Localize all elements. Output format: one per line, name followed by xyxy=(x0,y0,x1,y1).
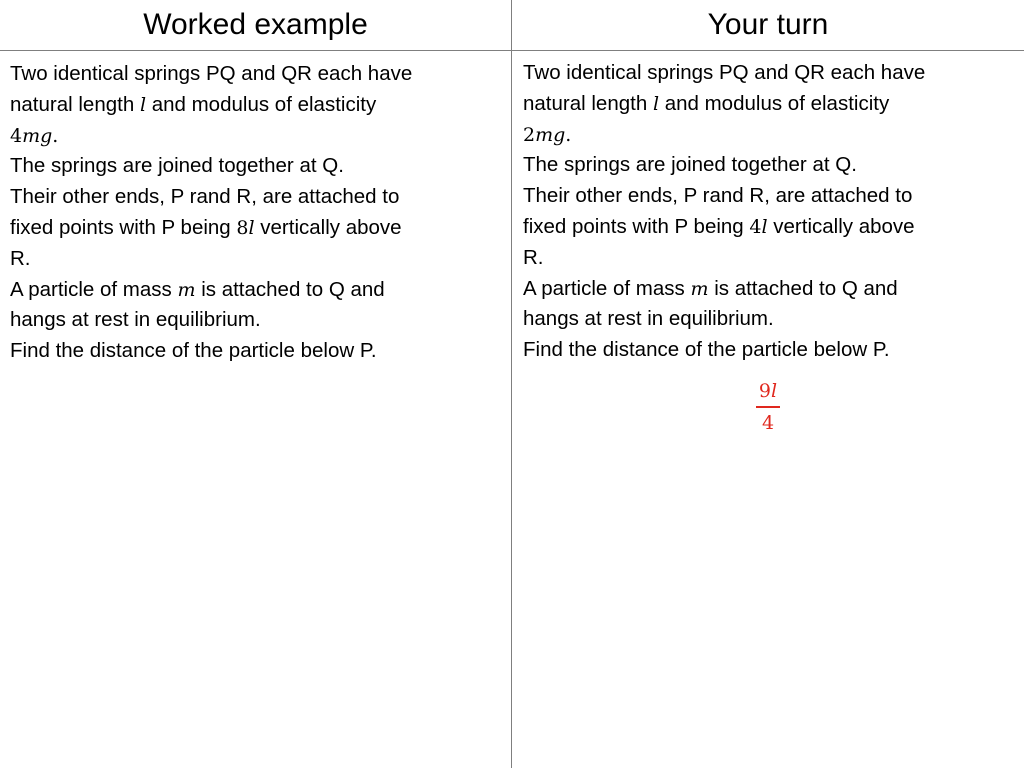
question-text: natural length xyxy=(523,91,653,115)
question-text: vertically above xyxy=(767,214,915,238)
math-number: 9 xyxy=(758,380,771,402)
question-text: Find the distance of the particle below P. xyxy=(523,338,890,362)
question-text: Find the distance of the particle below P. xyxy=(10,339,377,363)
column-divider xyxy=(511,0,512,768)
math-variable: l xyxy=(761,215,768,238)
question-line xyxy=(10,151,506,182)
question-line xyxy=(10,90,506,121)
math-number: 8 xyxy=(236,216,249,239)
question-text: fixed points with P being xyxy=(523,214,750,238)
question-line xyxy=(10,275,506,306)
question-text: R. xyxy=(523,245,544,269)
question-text: and modulus of elasticity xyxy=(146,92,377,116)
question-line xyxy=(523,120,1019,151)
math-number: 4 xyxy=(749,215,762,238)
question-line xyxy=(523,335,1019,366)
answer-fraction xyxy=(744,378,792,435)
question-line xyxy=(523,243,1019,274)
question-text: natural length xyxy=(10,92,140,116)
question-line xyxy=(10,244,506,275)
question-text: A particle of mass xyxy=(10,277,178,301)
question-text: A particle of mass xyxy=(523,276,691,300)
your-turn-heading: Your turn xyxy=(707,8,829,41)
question-text: hangs at rest in equilibrium. xyxy=(10,308,261,332)
question-line xyxy=(523,212,1019,243)
question-line xyxy=(523,150,1019,181)
answer-numerator xyxy=(744,378,792,404)
fraction-bar xyxy=(756,406,780,408)
math-variable: l xyxy=(139,93,147,116)
header-divider xyxy=(0,50,1024,51)
question-line xyxy=(10,121,506,152)
question-text: and modulus of elasticity xyxy=(659,91,890,115)
question-text: fixed points with P being xyxy=(10,215,237,239)
math-variable: mg xyxy=(22,124,53,147)
math-punctuation: . xyxy=(52,124,59,147)
question-line xyxy=(523,58,1019,89)
worked-example-question xyxy=(10,59,506,367)
question-text: Two identical springs PQ and QR each have xyxy=(10,62,413,85)
question-text: Two identical springs PQ and QR each have xyxy=(523,61,926,84)
question-text: The springs are joined together at Q. xyxy=(10,154,344,178)
question-line xyxy=(10,182,506,213)
question-text: The springs are joined together at Q. xyxy=(523,153,857,177)
math-variable: l xyxy=(771,380,778,402)
question-line xyxy=(10,336,506,367)
question-text: is attached to Q and xyxy=(195,277,385,301)
question-line xyxy=(10,213,506,244)
worked-example-heading: Worked example xyxy=(143,8,368,41)
question-line xyxy=(523,89,1019,120)
question-line xyxy=(10,305,506,336)
math-variable: mg xyxy=(535,123,566,146)
question-line xyxy=(523,274,1019,305)
question-line xyxy=(523,304,1019,335)
question-text: Their other ends, P rand R, are attached to xyxy=(10,185,400,209)
your-turn-question xyxy=(523,58,1019,366)
question-text: R. xyxy=(10,246,31,270)
math-number: 2 xyxy=(523,123,536,146)
question-text: is attached to Q and xyxy=(708,276,898,300)
math-variable: l xyxy=(248,216,255,239)
math-variable: m xyxy=(177,278,196,301)
math-variable: m xyxy=(690,277,709,300)
answer-denominator: 4 xyxy=(761,412,775,434)
question-line xyxy=(523,181,1019,212)
math-punctuation: . xyxy=(565,123,572,146)
question-text: Their other ends, P rand R, are attached to xyxy=(523,184,913,208)
math-variable: l xyxy=(652,92,660,115)
question-text: vertically above xyxy=(254,215,402,239)
question-text: hangs at rest in equilibrium. xyxy=(523,307,774,331)
math-number: 4 xyxy=(10,124,23,147)
question-line xyxy=(10,59,506,90)
